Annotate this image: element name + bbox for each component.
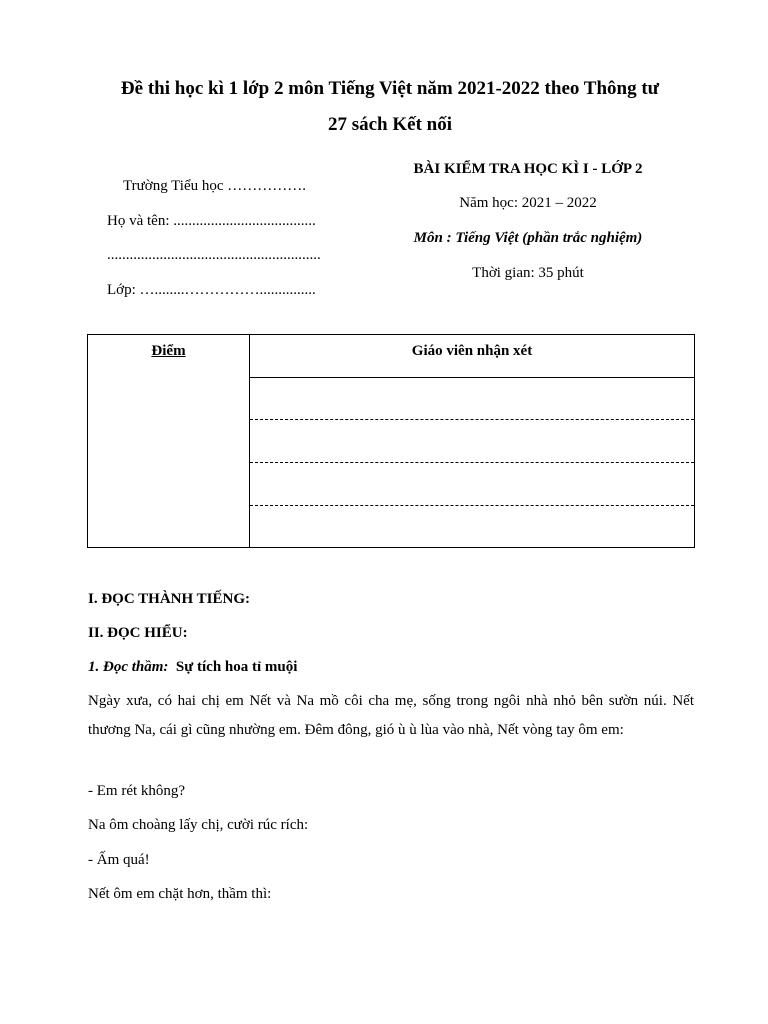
story-paragraph: Ngày xưa, có hai chị em Nết và Na mồ côi cha mẹ, sống trong ngôi nhà nhỏ bên sườn núi. Nết thương Na, cái gì cũng nhường em. Đêm đông, gió ù ù lùa vào nhà, Nết vòng tay ôm em: [88, 693, 694, 738]
exam-subject: Môn : Tiếng Việt (phần trắc nghiệm) [413, 230, 643, 246]
section-reading-aloud: I. ĐỌC THÀNH TIẾNG: [88, 591, 250, 607]
teacher-comment-header: Giáo viên nhận xét [411, 343, 533, 359]
student-name-field: Họ và tên: ...................................... [107, 213, 316, 229]
story-line: Nết ôm em chặt hơn, thầm thì: [88, 886, 272, 902]
document-title-line2: 27 sách Kết nối [327, 114, 453, 135]
section-silent-reading [88, 659, 297, 676]
comment-dashed-line [250, 419, 694, 420]
school-year: Năm học: 2021 – 2022 [459, 195, 597, 211]
story-line: - Em rét không? [88, 783, 186, 799]
student-name-continued: ......................................................... [107, 247, 321, 263]
class-field: Lớp: …........……………............... [107, 282, 316, 298]
school-field: Trường Tiểu học ……………. [123, 178, 307, 194]
exam-heading: BÀI KIỂM TRA HỌC KÌ I - LỚP 2 [413, 161, 643, 177]
comment-header-divider [250, 377, 694, 378]
score-header: Điểm [151, 343, 186, 359]
story-line: Na ôm choàng lấy chị, cười rúc rích: [88, 817, 309, 833]
comment-dashed-line [250, 505, 694, 506]
story-line: - Ấm quá! [88, 852, 150, 868]
section-comprehension: II. ĐỌC HIỂU: [88, 625, 188, 641]
silent-reading-label: 1. Đọc thầm: [88, 659, 169, 675]
exam-duration: Thời gian: 35 phút [472, 265, 584, 281]
document-title-line1: Đề thi học kì 1 lớp 2 môn Tiếng Việt năm 2021-2022 theo Thông tư [120, 78, 660, 99]
comment-dashed-line [250, 462, 694, 463]
story-title: Sự tích hoa tỉ muội [175, 659, 298, 675]
score-column [88, 335, 250, 547]
score-table [87, 334, 695, 548]
